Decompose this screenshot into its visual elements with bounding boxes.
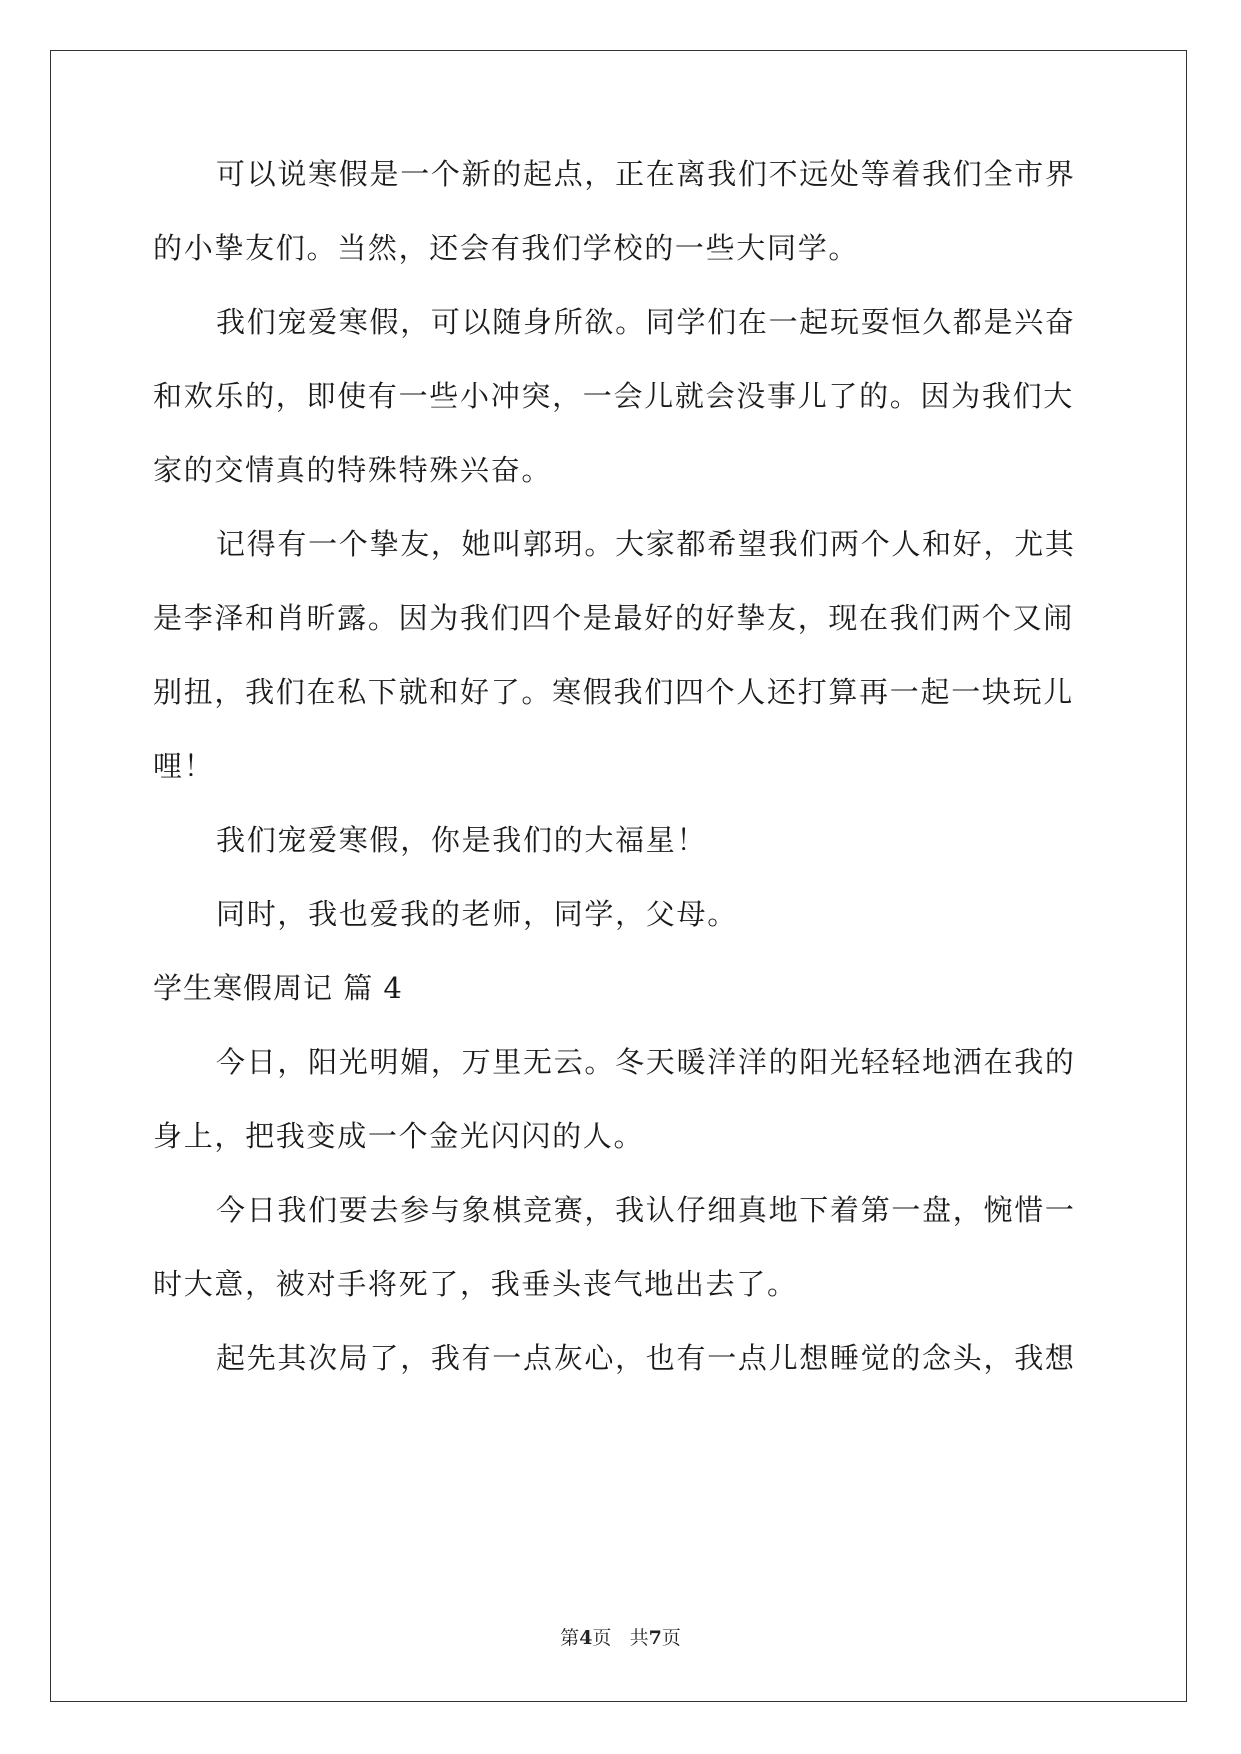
page-footer <box>0 1628 1241 1648</box>
footer-total-suffix: 页 <box>661 1627 681 1649</box>
footer-total-pages: 7 <box>648 1627 662 1649</box>
paragraph-line: 同时，我也爱我的老师，同学，父母。 <box>216 897 738 931</box>
paragraph-line: 是李泽和肖昕露。因为我们四个是最好的好挚友，现在我们两个又闹 <box>153 601 1075 635</box>
paragraph-line: 今日，阳光明媚，万里无云。冬天暖洋洋的阳光轻轻地洒在我的 <box>216 1045 1076 1079</box>
paragraph-line: 身上，把我变成一个金光闪闪的人。 <box>153 1119 645 1153</box>
paragraph-line: 哩！ <box>153 749 215 783</box>
paragraph-line: 起先其次局了，我有一点灰心，也有一点儿想睡觉的念头，我想 <box>216 1341 1076 1375</box>
paragraph-line: 今日我们要去参与象棋竞赛，我认仔细真地下着第一盘，惋惜一 <box>216 1193 1076 1227</box>
section-heading: 学生寒假周记 篇 4 <box>153 971 403 1005</box>
paragraph-line: 的小挚友们。当然，还会有我们学校的一些大同学。 <box>153 231 860 265</box>
paragraph-line: 我们宠爱寒假，你是我们的大福星！ <box>216 823 708 857</box>
paragraph-line: 和欢乐的，即使有一些小冲突，一会儿就会没事儿了的。因为我们大 <box>153 379 1075 413</box>
footer-page-prefix: 第 <box>560 1627 580 1649</box>
paragraph-line: 我们宠爱寒假，可以随身所欲。同学们在一起玩耍恒久都是兴奋 <box>216 305 1076 339</box>
footer-page-number: 4 <box>579 1627 593 1649</box>
page-border <box>50 50 1187 1702</box>
paragraph-line: 家的交情真的特殊特殊兴奋。 <box>153 453 553 487</box>
paragraph-line: 时大意，被对手将死了，我垂头丧气地出去了。 <box>153 1267 798 1301</box>
paragraph-line: 可以说寒假是一个新的起点，正在离我们不远处等着我们全市界 <box>216 157 1076 191</box>
footer-total-prefix: 共 <box>629 1627 649 1649</box>
paragraph-line: 别扭，我们在私下就和好了。寒假我们四个人还打算再一起一块玩儿 <box>153 675 1075 709</box>
paragraph-line: 记得有一个挚友，她叫郭玥。大家都希望我们两个人和好，尤其 <box>216 527 1076 561</box>
footer-page-suffix: 页 <box>592 1627 612 1649</box>
